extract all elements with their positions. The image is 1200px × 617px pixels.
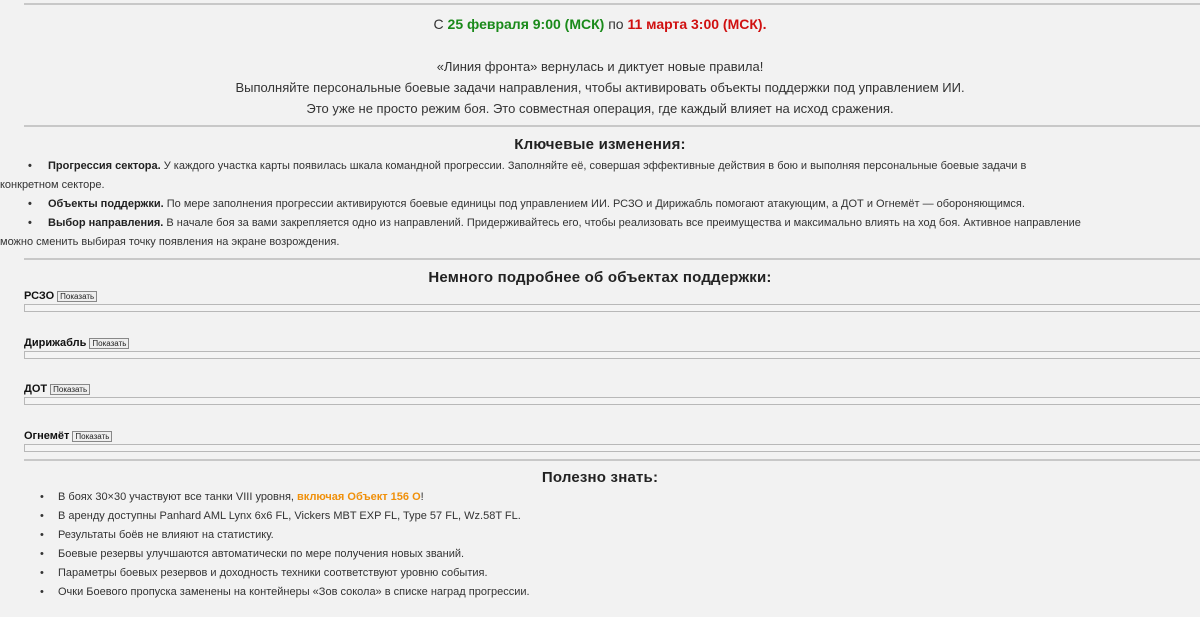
bullet-icon: • (28, 160, 32, 172)
intro-line: Это уже не просто режим боя. Это совместная операция, где каждый влияет на исход сражения. (306, 101, 894, 116)
event-dates (0, 5, 1200, 42)
intro-line: «Линия фронта» вернулась и диктует новые правила! (436, 59, 764, 74)
list-item (28, 195, 1178, 214)
date-prefix: С (433, 16, 444, 32)
bullet-icon: • (40, 529, 44, 541)
tip-text: Очки Боевого пропуска заменены на контейнеры «Зов сокола» в списке наград прогрессии. (58, 586, 530, 598)
date-middle: по (608, 16, 624, 32)
list-item (40, 564, 1200, 583)
item-heading: Объекты поддержки. (48, 198, 164, 210)
list-item (40, 488, 1200, 507)
divider (24, 125, 1200, 127)
item-heading: Прогрессия сектора. (48, 160, 161, 172)
collapsed-panel (24, 444, 1200, 452)
item-heading: Выбор направления. (48, 217, 164, 229)
support-item-flamethrower (24, 429, 1200, 452)
intro-line: Выполняйте персональные боевые задачи направления, чтобы активировать объекты поддержки под управлением ИИ. (235, 80, 965, 95)
collapsed-panel (24, 304, 1200, 312)
support-list (24, 289, 1200, 452)
item-text: По мере заполнения прогрессии активируются боевые единицы под управлением ИИ. РСЗО и Дирижабль помогают атакующим, а ДОТ и Огнемёт — обороняющимся. (163, 198, 1025, 210)
support-title: Немного подробнее об объектах поддержки: (428, 269, 772, 286)
tips-title: Полезно знать: (541, 469, 659, 486)
list-item (40, 526, 1200, 545)
bullet-icon: • (28, 198, 32, 210)
tip-highlight: включая Объект 156 О (297, 491, 421, 503)
support-item-rszo (24, 289, 1200, 312)
support-label: Огнемёт (24, 430, 70, 442)
show-button[interactable]: Показать (57, 291, 97, 302)
tips-list (0, 488, 1200, 602)
item-text-cont: конкретном секторе. (0, 179, 105, 191)
collapsed-panel (24, 397, 1200, 405)
support-item-dot (24, 382, 1200, 405)
tip-end: ! (420, 491, 424, 503)
key-changes-list (0, 157, 1178, 252)
item-text: В начале боя за вами закрепляется одно из направлений. Придерживайтесь его, чтобы реализовать все преимущества и максимально влиять на ход боя. Активное направление (163, 217, 1081, 229)
list-item (0, 214, 1178, 252)
bullet-icon: • (40, 548, 44, 560)
bullet-icon: • (40, 586, 44, 598)
event-page (0, 3, 1200, 617)
list-item (40, 507, 1200, 526)
list-item (0, 157, 1178, 195)
divider (24, 459, 1200, 461)
list-item (40, 583, 1200, 602)
tip-text: Боевые резервы улучшаются автоматически по мере получения новых званий. (58, 548, 465, 560)
intro-text (0, 56, 1200, 119)
end-date: 11 марта 3:00 (МСК) (627, 16, 763, 32)
support-label: Дирижабль (24, 337, 87, 349)
support-item-airship (24, 336, 1200, 359)
date-dot: . (762, 16, 767, 32)
list-item (40, 545, 1200, 564)
collapsed-panel (24, 351, 1200, 359)
tip-text: Результаты боёв не влияют на статистику. (58, 529, 274, 541)
bullet-icon: • (28, 217, 32, 229)
show-button[interactable]: Показать (89, 338, 129, 349)
bullet-icon: • (40, 491, 44, 503)
tip-text: В аренду доступны Panhard AML Lynx 6x6 FL, Vickers MBT EXP FL, Type 57 FL, Wz.58T FL. (58, 510, 521, 522)
bullet-icon: • (40, 510, 44, 522)
divider (24, 258, 1200, 260)
support-label: ДОТ (24, 383, 48, 395)
item-text: У каждого участка карты появилась шкала командной прогрессии. Заполняйте её, совершая эффективные действия в бою и выполняя персональные боевые задачи в (160, 160, 1027, 172)
tip-text: В боях 30×30 участвуют все танки VIII уровня, (58, 491, 298, 503)
item-text-cont: можно сменить выбирая точку появления на экране возрождения. (0, 236, 340, 248)
support-label: РСЗО (24, 290, 55, 302)
show-button[interactable]: Показать (72, 431, 112, 442)
tip-text: Параметры боевых резервов и доходность техники соответствуют уровню события. (58, 567, 488, 579)
bullet-icon: • (40, 567, 44, 579)
show-button[interactable]: Показать (50, 384, 90, 395)
key-changes-title: Ключевые изменения: (514, 136, 686, 153)
start-date: 25 февраля 9:00 (МСК) (447, 16, 605, 32)
